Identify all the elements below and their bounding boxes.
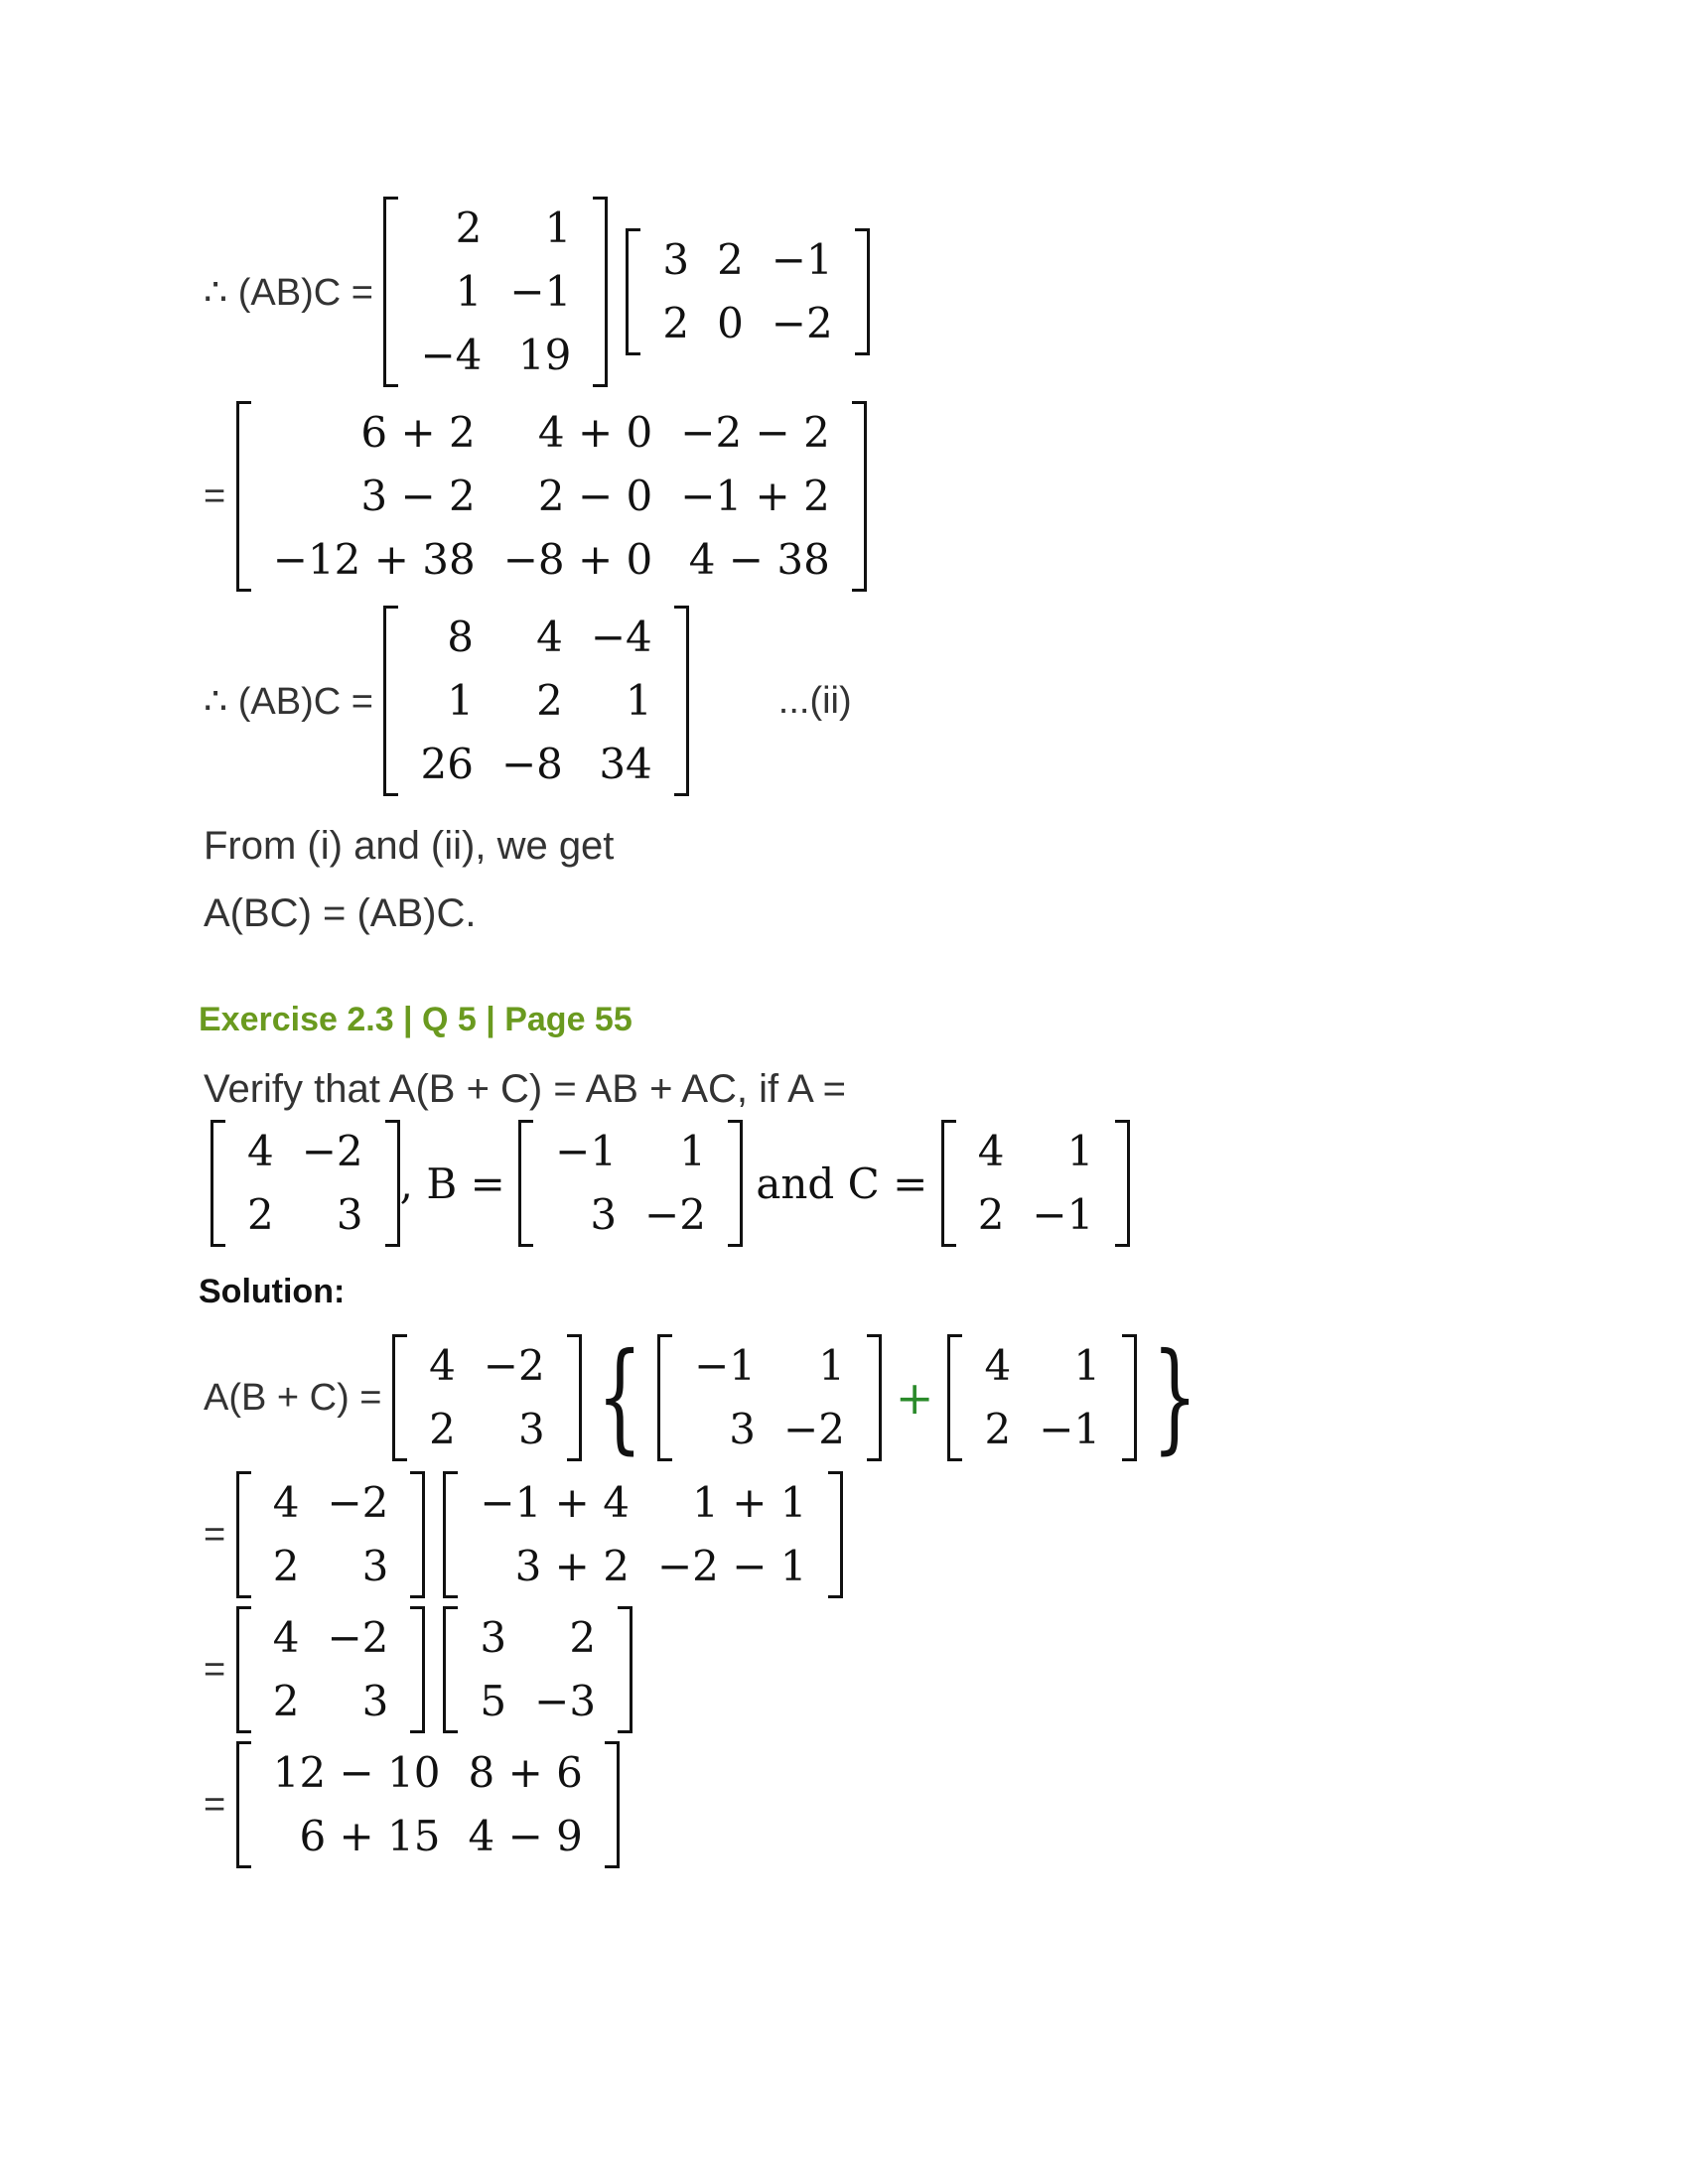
matrix-cell: 4: [429, 1341, 456, 1390]
a-b-plus-c-label: A(B + C) =: [204, 1376, 393, 1419]
matrix-cell: 3: [729, 1405, 756, 1453]
matrix-cell: 3: [517, 1405, 545, 1453]
question-intro: Verify that A(B + C) = AB + AC, if A =: [204, 1067, 847, 1111]
exercise-heading: Exercise 2.3 | Q 5 | Page 55: [199, 1001, 633, 1038]
left-bracket: [211, 1120, 225, 1247]
matrix-cell: 2: [977, 1190, 1005, 1239]
matrix-cell: 3: [662, 235, 690, 284]
matrix-cell: 3: [336, 1190, 363, 1239]
solution-label: Solution:: [199, 1273, 346, 1310]
left-bracket: [236, 1471, 251, 1598]
plus-sign: +: [895, 1371, 934, 1425]
open-brace: {: [596, 1328, 642, 1466]
matrix-cell: 4: [977, 1127, 1005, 1175]
matrix-a-step2: [236, 1471, 426, 1598]
matrix-cell: 5: [480, 1677, 507, 1725]
ab-c-result-label: ∴ (AB)C =: [204, 680, 384, 723]
matrix-cell: 4: [984, 1341, 1012, 1390]
from-text: From (i) and (ii), we get: [204, 824, 615, 868]
matrix-cell: 1: [626, 676, 652, 725]
matrix-cell: −2: [327, 1613, 389, 1662]
right-bracket: [828, 1471, 843, 1598]
left-bracket: [236, 1606, 251, 1733]
matrix-cell: 1: [679, 1127, 706, 1175]
left-bracket: [443, 1606, 458, 1733]
equals-label-3: =: [204, 1648, 236, 1691]
right-bracket: [410, 1606, 425, 1733]
ab-c-product-row: [204, 197, 870, 387]
matrix-cell: 3: [361, 1677, 389, 1725]
matrix-cell: 12 − 10: [272, 1748, 441, 1797]
left-bracket: [392, 1334, 407, 1461]
matrix-cell: 2: [569, 1613, 597, 1662]
matrix-cell: 19: [517, 331, 572, 379]
left-bracket: [518, 1120, 533, 1247]
matrix-cell: 3: [590, 1190, 618, 1239]
left-bracket: [236, 1741, 251, 1868]
matrix-cell: 4: [536, 613, 563, 661]
matrix-cell: 2: [429, 1405, 456, 1453]
matrix-cell: 2: [272, 1677, 300, 1725]
right-bracket: [674, 606, 689, 796]
right-bracket: [385, 1120, 400, 1247]
right-bracket: [855, 228, 870, 355]
matrix-cell: 1: [447, 676, 474, 725]
matrix-cell: −2: [783, 1405, 845, 1453]
matrix-cell: 26: [420, 740, 474, 788]
matrix-cell: −4: [420, 331, 483, 379]
matrix-a-step1: [392, 1334, 582, 1461]
left-bracket: [941, 1120, 956, 1247]
matrix-cell: 1: [818, 1341, 845, 1390]
matrix-product-expanded: [236, 1741, 620, 1868]
matrix-cell: −1: [771, 235, 833, 284]
matrix-cell: 4 − 9: [468, 1812, 583, 1860]
matrix-cell: −2: [483, 1341, 545, 1390]
b-label: , B =: [399, 1159, 519, 1208]
c-label: and C =: [742, 1159, 941, 1208]
matrix-cell: 8 + 6: [468, 1748, 583, 1797]
matrix-cell: −2: [644, 1190, 706, 1239]
matrix-cell: 8: [447, 613, 474, 661]
right-bracket: [410, 1471, 425, 1598]
right-bracket: [728, 1120, 743, 1247]
expanded-product-row: [204, 401, 867, 592]
right-bracket: [1115, 1120, 1130, 1247]
matrix-cell: 1: [455, 267, 483, 316]
matrix-cell: 4: [247, 1127, 274, 1175]
right-bracket: [605, 1741, 620, 1868]
matrix-cell: 2: [272, 1542, 300, 1590]
equation-tag: ...(ii): [777, 679, 852, 722]
matrix-cell: 1: [1073, 1341, 1101, 1390]
right-bracket: [567, 1334, 582, 1461]
matrix-cell: −12 + 38: [272, 535, 476, 584]
matrix-cell: 2: [247, 1190, 274, 1239]
matrix-cell: −1 + 2: [680, 472, 830, 520]
matrix-cell: 4: [272, 1613, 300, 1662]
matrix-cell: −8: [500, 740, 563, 788]
matrix-cell: −2 − 2: [680, 408, 830, 457]
matrix-cell: −2: [301, 1127, 363, 1175]
matrix-cell: 1: [1066, 1127, 1094, 1175]
matrix-cell: 2: [984, 1405, 1012, 1453]
left-bracket: [443, 1471, 458, 1598]
question-matrices-row: [211, 1120, 1130, 1247]
matrix-sum-expanded: [443, 1471, 843, 1598]
matrix-cell: −8 + 0: [502, 535, 653, 584]
matrix-ab: [383, 197, 608, 387]
matrix-cell: 3: [480, 1613, 507, 1662]
matrix-b: [518, 1120, 743, 1247]
matrix-ab-c-result: [383, 606, 688, 796]
right-bracket: [618, 1606, 633, 1733]
matrix-b-step1: [657, 1334, 882, 1461]
matrix-c: [626, 228, 869, 355]
ab-c-label: ∴ (AB)C =: [204, 271, 384, 314]
left-bracket: [947, 1334, 962, 1461]
right-bracket: [1122, 1334, 1137, 1461]
step4-row: [204, 1741, 620, 1868]
matrix-cell: −4: [590, 613, 652, 661]
matrix-cell: 34: [599, 740, 652, 788]
left-bracket: [236, 401, 251, 592]
step3-row: [204, 1606, 633, 1733]
matrix-cell: −3: [534, 1677, 597, 1725]
matrix-cell: −1: [694, 1341, 756, 1390]
step2-row: [204, 1471, 843, 1598]
matrix-cell: −2 − 1: [656, 1542, 807, 1590]
right-bracket: [867, 1334, 882, 1461]
matrix-cell: 6 + 2: [360, 408, 476, 457]
matrix-c-given: [941, 1120, 1131, 1247]
matrix-cell: −1 + 4: [480, 1478, 630, 1527]
matrix-cell: 0: [717, 299, 744, 347]
left-bracket: [383, 606, 398, 796]
matrix-expanded: [236, 401, 867, 592]
matrix-cell: 3 − 2: [360, 472, 476, 520]
matrix-cell: 2: [536, 676, 563, 725]
matrix-cell: −1: [1032, 1190, 1094, 1239]
equals-label: =: [204, 475, 236, 517]
left-bracket: [657, 1334, 672, 1461]
matrix-cell: 4 − 38: [688, 535, 830, 584]
matrix-cell: −2: [771, 299, 833, 347]
matrix-cell: 2: [717, 235, 744, 284]
matrix-cell: −2: [327, 1478, 389, 1527]
result-text: A(BC) = (AB)C.: [204, 891, 477, 935]
close-brace: }: [1152, 1328, 1198, 1466]
matrix-cell: 4: [272, 1478, 300, 1527]
matrix-cell: −1: [1039, 1405, 1101, 1453]
equals-label-2: =: [204, 1513, 236, 1556]
matrix-cell: −1: [509, 267, 572, 316]
matrix-cell: 3 + 2: [514, 1542, 630, 1590]
matrix-a-step3: [236, 1606, 426, 1733]
matrix-a: [211, 1120, 400, 1247]
matrix-c-step1: [947, 1334, 1137, 1461]
right-bracket: [593, 197, 608, 387]
matrix-cell: −1: [555, 1127, 618, 1175]
right-bracket: [852, 401, 867, 592]
matrix-sum: [443, 1606, 633, 1733]
step1-row: [204, 1328, 1212, 1466]
matrix-cell: 1: [544, 204, 572, 252]
left-bracket: [383, 197, 398, 387]
matrix-cell: 1 + 1: [692, 1478, 807, 1527]
matrix-cell: 4 + 0: [537, 408, 653, 457]
matrix-cell: 2: [455, 204, 483, 252]
matrix-cell: 6 + 15: [299, 1812, 441, 1860]
left-bracket: [626, 228, 640, 355]
matrix-cell: 3: [361, 1542, 389, 1590]
equals-label-4: =: [204, 1783, 236, 1826]
matrix-cell: 2: [662, 299, 690, 347]
ab-c-result-row: [204, 606, 852, 796]
matrix-cell: 2 − 0: [537, 472, 653, 520]
